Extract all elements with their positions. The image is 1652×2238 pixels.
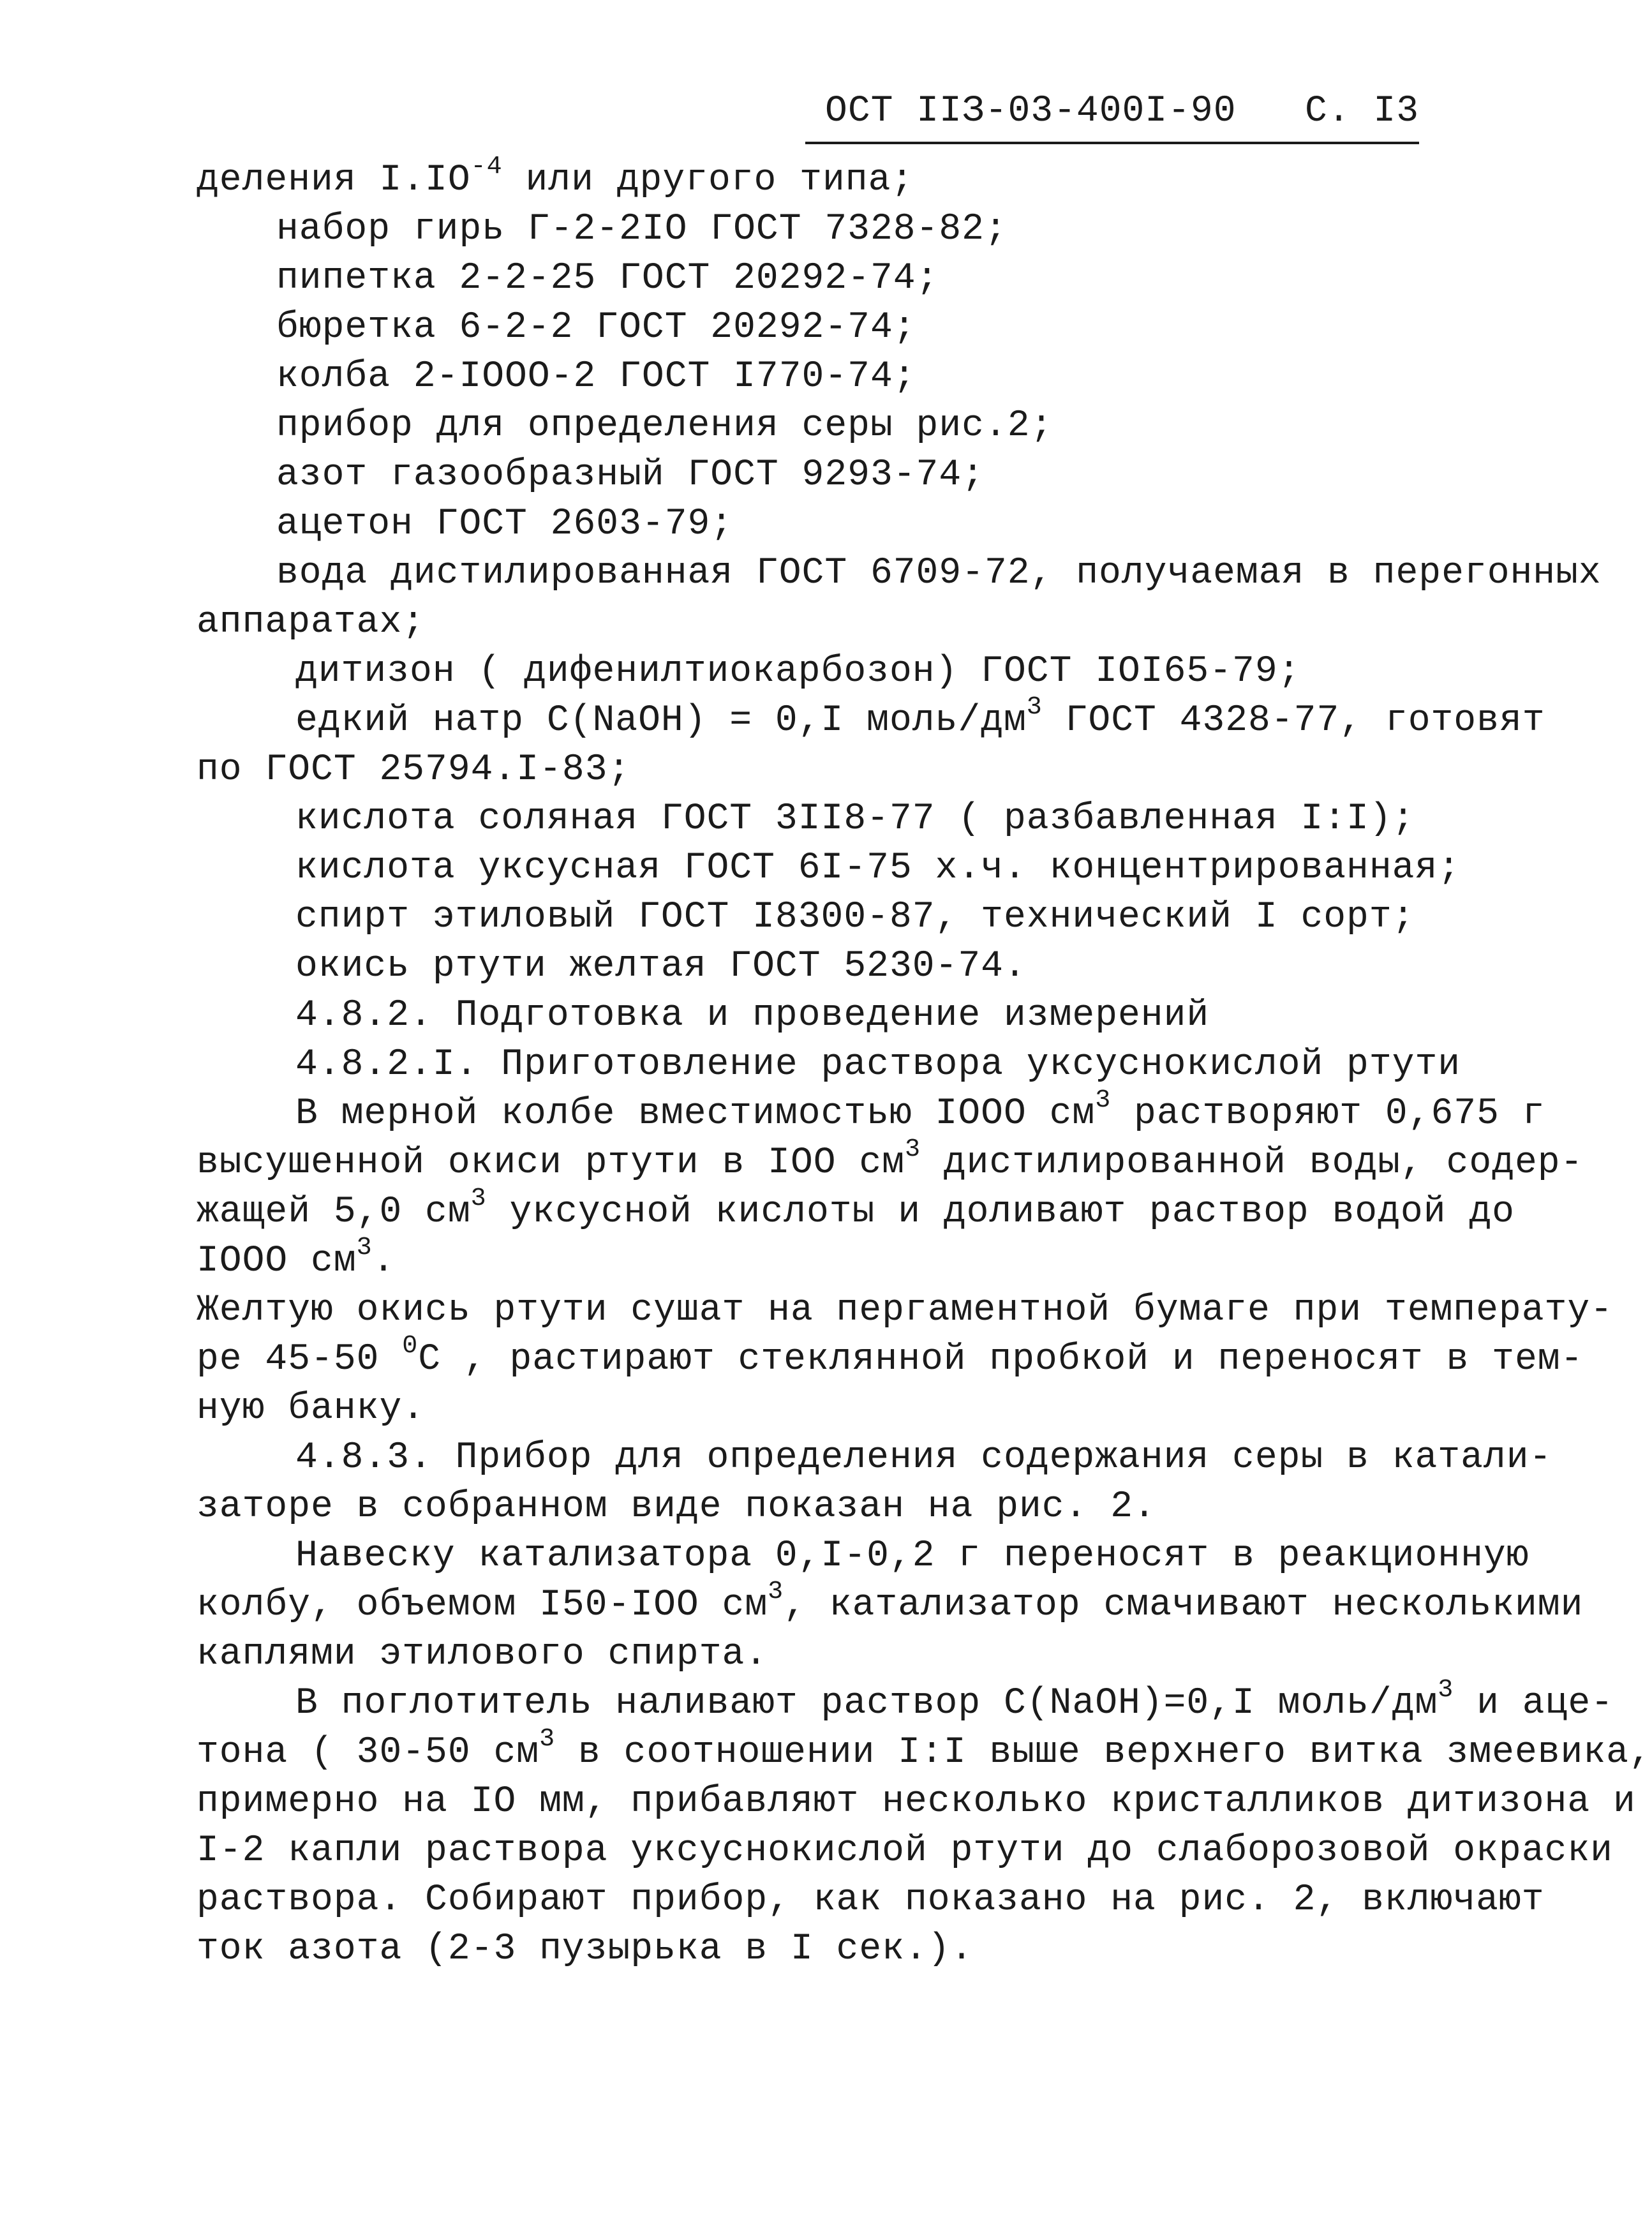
text-line: кислота соляная ГОСТ 3II8-77 ( разбавленная I:I); [295, 798, 1415, 840]
section-heading: 4.8.2.I. Приготовление раствора уксуснокислой ртути [295, 1044, 1461, 1085]
text-line: тона ( 30-50 $см^3$ в соотношении I:I выше верхнего витка змеевика, [197, 1725, 1652, 1773]
text-line: жащей 5,0 $см^3$ уксусной кислоты и доливают раствор водой до [197, 1184, 1515, 1233]
text-line: набор гирь Г-2-2IO ГОСТ 7328-82; [276, 209, 1008, 250]
text-line: раствора. Собирают прибор, как показано на рис. 2, включают [197, 1879, 1545, 1921]
text-line: В поглотитель наливают раствор С(NaOH)=0,I моль/$дм^3$ и аце- [295, 1676, 1614, 1724]
text-line: кислота уксусная ГОСТ 6I-75 х.ч. концентрированная; [295, 847, 1461, 889]
text-line: высушенной окиси ртути в IOO $см^3$ дистилированной воды, содер- [197, 1135, 1584, 1184]
text-line: Навеску катализатора 0,I-0,2 г переносят в реакционную [295, 1535, 1529, 1577]
text-line: Желтую окись ртути сушат на пергаментной бумаге при температу- [197, 1290, 1613, 1331]
text-line: азот газообразный ГОСТ 9293-74; [276, 454, 985, 496]
text-line: примерно на IO мм, прибавляют несколько кристалликов дитизона и [197, 1781, 1636, 1823]
text-line: В мерной колбе вместимостью IOOO $см^3$ растворяют 0,675 г [295, 1086, 1545, 1135]
page-header [805, 89, 1419, 144]
text-line: колбу, объемом I50-IOO $см^3$, катализатор смачивают несколькими [197, 1578, 1584, 1626]
text-line: бюретка 6-2-2 ГОСТ 20292-74; [276, 307, 916, 348]
text-line: по ГОСТ 25794.I-83; [197, 749, 631, 791]
text-line: I-2 капли раствора уксуснокислой ртути до слаборозовой окраски [197, 1830, 1613, 1872]
section-heading: 4.8.3. Прибор для определения содержания серы в катали- [295, 1437, 1552, 1479]
text-line: ре 45-50 $^0$С , растирают стеклянной пробкой и переносят в тем- [197, 1332, 1584, 1380]
text-line: прибор для определения серы рис.2; [276, 405, 1053, 447]
text-line: едкий натр С(NaOH) = 0,I моль/$дм^3$ ГОСТ 4328-77, готовят [295, 693, 1545, 742]
text-line: ную банку. [197, 1388, 426, 1429]
standard-designation: ОСТ IIЗ-03-400I-90 [825, 91, 1237, 132]
text-line: вода дистилированная ГОСТ 6709-72, получаемая в перегонных [276, 553, 1602, 594]
text-line: ток азота (2-3 пузырька в I сек.). [197, 1928, 974, 1970]
text-line: окись ртути желтая ГОСТ 5230-74. [295, 946, 1027, 987]
text-line: колба 2-IOOO-2 ГОСТ I770-74; [276, 356, 916, 398]
text-line: каплями этилового спирта. [197, 1634, 768, 1675]
text-line: пипетка 2-2-25 ГОСТ 20292-74; [276, 258, 939, 299]
text-line: спирт этиловый ГОСТ I8300-87, технический I сорт; [295, 897, 1415, 938]
text-line: ацетон ГОСТ 2603-79; [276, 504, 734, 545]
text-line: IOOO $см^3$. [197, 1234, 396, 1282]
page-number: С. I3 [1304, 91, 1419, 132]
section-heading: 4.8.2. Подготовка и проведение измерений [295, 995, 1210, 1036]
text-line: заторе в собранном виде показан на рис. 2. [197, 1486, 1156, 1528]
text-line: дитизон ( дифенилтиокарбозон) ГОСТ IOI65-79; [295, 651, 1301, 692]
text-line: деления $I.IO^{-4}$ или другого типа; [197, 153, 914, 201]
text-line: аппаратах; [197, 602, 426, 643]
